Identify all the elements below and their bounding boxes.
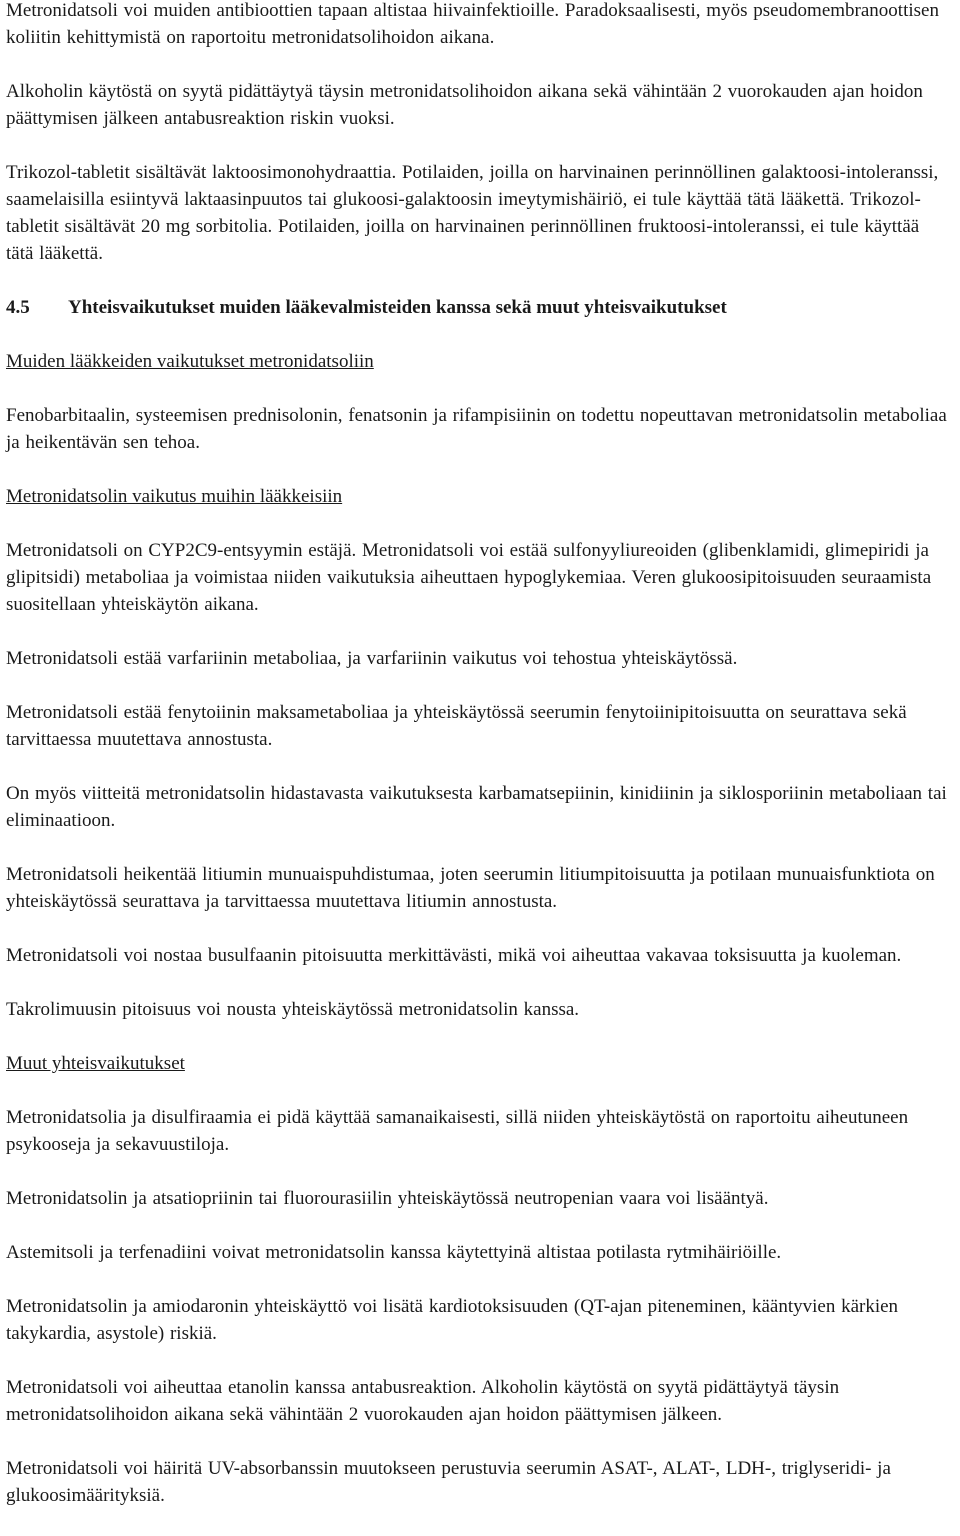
paragraph-phenobarbital: Fenobarbitaalin, systeemisen prednisolonin, fenatsonin ja rifampisiinin on todettu nopeuttavan metronidatsolin metaboliaa ja heikentävän sen tehoa. (6, 405, 947, 453)
paragraph-lactose-sorbitol: Trikozol-tabletit sisältävät laktoosimonohydraattia. Potilaiden, joilla on harvinainen perinnöllinen galaktoosi-intoleranssi, saamelaisilla esiintyvä laktaasinpuutos tai glukoosi-galaktoosin imeytymishäiriö, ei tule käyttää tätä lääkettä. Trikozol-tabletit sisältävät 20 mg sorbitolia. Potilaiden, joilla on harvinainen perinnöllinen fruktoosi-intoleranssi, ei tule käyttää tätä lääkettä. (6, 162, 939, 264)
subheading-other-interactions: Muut yhteisvaikutukset (6, 1053, 185, 1074)
section-number: 4.5 (6, 297, 30, 318)
paragraph-astemizole: Astemitsoli ja terfenadiini voivat metronidatsolin kanssa käytettyinä altistaa potilasta rytmihäiriöille. (6, 1242, 782, 1263)
paragraph-warfarin: Metronidatsoli estää varfariinin metaboliaa, ja varfariinin vaikutus voi tehostua yhteiskäytössä. (6, 648, 738, 669)
section-heading (6, 294, 952, 321)
paragraph-ethanol: Metronidatsoli voi aiheuttaa etanolin kanssa antabusreaktion. Alkoholin käytöstä on syytä pidättäytyä täysin metronidatsolihoidon aikana sekä vähintään 2 vuorokauden ajan hoidon päättymisen jälkeen. (6, 1377, 840, 1425)
subheading-effect-on-other-drugs: Metronidatsolin vaikutus muihin lääkkeisiin (6, 486, 343, 507)
paragraph-antibiotic-infections: Metronidatsoli voi muiden antibioottien tapaan altistaa hiivainfektioille. Paradoksaalisesti, myös pseudomembranoottisen koliitin kehittymistä on raportoitu metronidatsolihoidon aikana. (6, 0, 939, 48)
section-title: Yhteisvaikutukset muiden lääkevalmisteiden kanssa sekä muut yhteisvaikutukset (68, 297, 727, 318)
paragraph-busulfan: Metronidatsoli voi nostaa busulfaanin pitoisuutta merkittävästi, mikä voi aiheuttaa vakavaa toksisuutta ja kuoleman. (6, 945, 902, 966)
paragraph-phenytoin: Metronidatsoli estää fenytoiinin maksametaboliaa ja yhteiskäytössä seerumin fenytoiinipitoisuutta on seurattava sekä tarvittaessa muutettava annostusta. (6, 702, 907, 750)
paragraph-lithium: Metronidatsoli heikentää litiumin munuaispuhdistumaa, joten seerumin litiumpitoisuutta ja potilaan munuaisfunktiota on yhteiskäytössä seurattava ja tarvittaessa muutettava litiumin annostusta. (6, 864, 935, 912)
paragraph-azathioprine: Metronidatsolin ja atsatiopriinin tai fluorourasiilin yhteiskäytössä neutropenian vaara voi lisääntyä. (6, 1188, 769, 1209)
paragraph-tacrolimus: Takrolimuusin pitoisuus voi nousta yhteiskäytössä metronidatsolin kanssa. (6, 999, 580, 1020)
paragraph-disulfiram: Metronidatsolia ja disulfiraamia ei pidä käyttää samanaikaisesti, sillä niiden yhteiskäytöstä on raportoitu aiheutuneen psykooseja ja sekavuustiloja. (6, 1107, 909, 1155)
document-page (6, 0, 952, 1536)
paragraph-carbamazepine: On myös viitteitä metronidatsolin hidastavasta vaikutuksesta karbamatsepiinin, kinidiinin ja siklosporiinin metaboliaan tai eliminaatioon. (6, 783, 947, 831)
paragraph-cyp2c9: Metronidatsoli on CYP2C9-entsyymin estäjä. Metronidatsoli voi estää sulfonyyliureoiden (glibenklamidi, glimepiridi ja glipitsidi) metaboliaa ja voimistaa niiden vaikutuksia aiheuttaen hypoglykemiaa. Veren glukoosipitoisuuden seuraamista suositellaan yhteiskäytön aikana. (6, 540, 932, 615)
paragraph-alcohol-warning: Alkoholin käytöstä on syytä pidättäytyä täysin metronidatsolihoidon aikana sekä vähintään 2 vuorokauden ajan hoidon päättymisen jälkeen antabusreaktion riskin vuoksi. (6, 81, 923, 129)
paragraph-amiodarone: Metronidatsolin ja amiodaronin yhteiskäyttö voi lisätä kardiotoksisuuden (QT-ajan piteneminen, kääntyvien kärkien takykardia, asystole) riskiä. (6, 1296, 899, 1344)
paragraph-uv-absorbance: Metronidatsoli voi häiritä UV-absorbanssin muutokseen perustuvia seerumin ASAT-, ALAT-, LDH-, triglyseridi- ja glukoosimäärityksiä. (6, 1458, 891, 1506)
subheading-other-drugs-effect: Muiden lääkkeiden vaikutukset metronidatsoliin (6, 351, 374, 372)
